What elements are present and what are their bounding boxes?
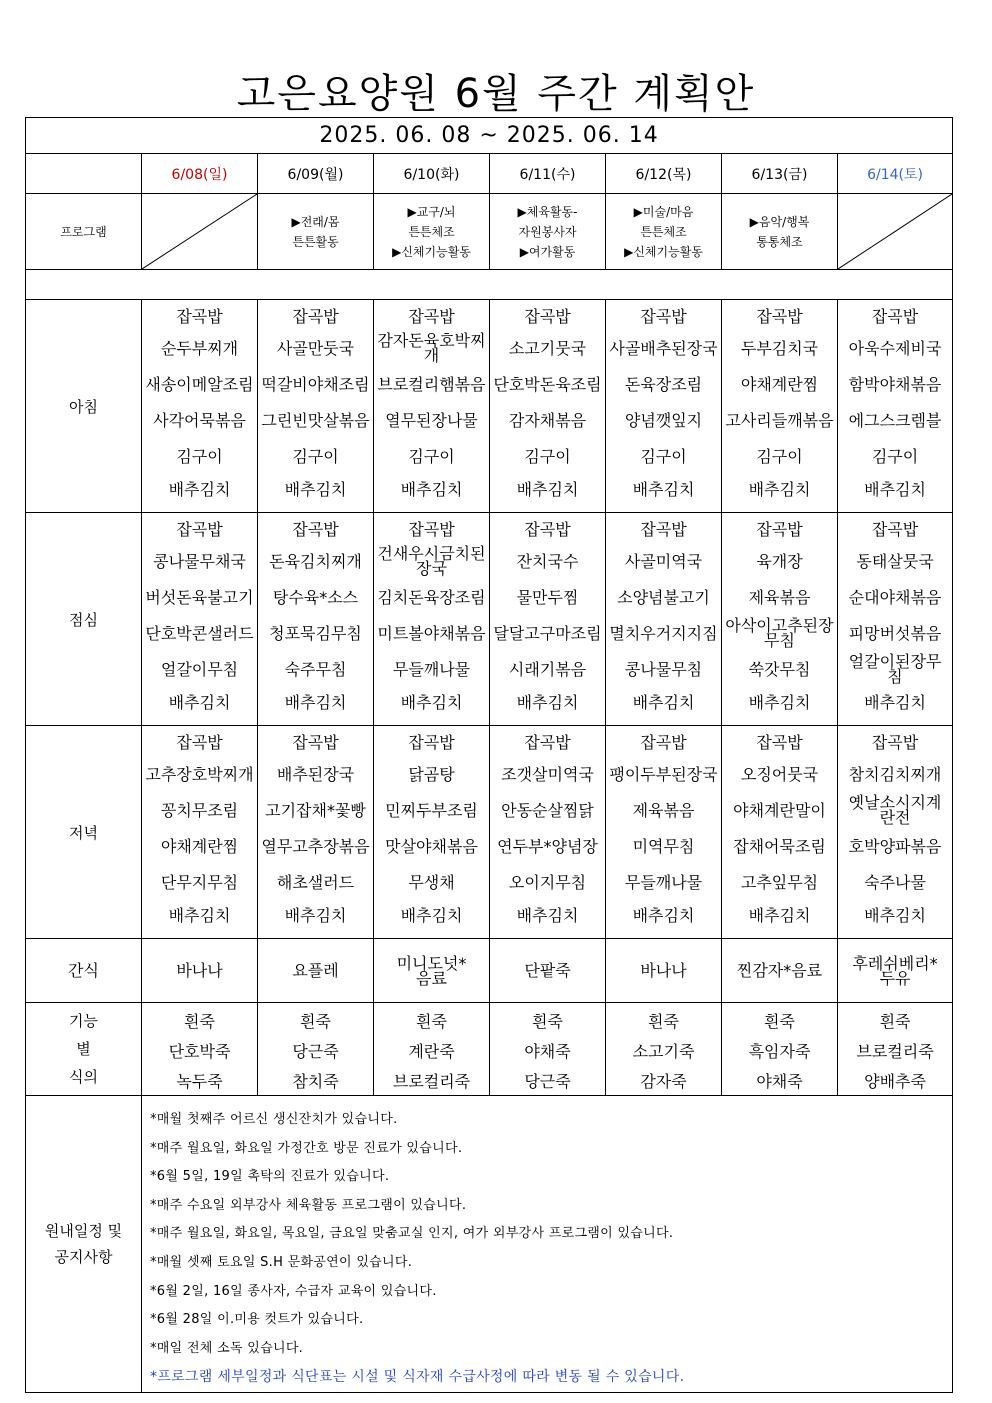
porridge-item: 흰죽 [879, 1011, 911, 1031]
porridge-item: 브로컬리죽 [392, 1071, 471, 1091]
diagonal-line [142, 194, 257, 269]
dish-item: 순대야채볶음 [848, 587, 942, 607]
porridge-item: 단호박죽 [168, 1041, 231, 1061]
dish-item: 배추김치 [632, 905, 695, 925]
functional-label-line: 식의 [69, 1068, 98, 1086]
notice-label-line: 공지사항 [54, 1247, 113, 1266]
dish-item: 배추김치 [168, 905, 231, 925]
dish-item: 배추김치 [516, 692, 579, 712]
notice-item: *매월 셋째 토요일 S.H 문화공연이 있습니다. [150, 1254, 413, 1270]
dish-item: 잡곡밥 [756, 306, 803, 326]
dish-item: 얼갈이된장무침 [848, 652, 942, 686]
functional-label-line: 기능 [69, 1012, 98, 1030]
dish-item: 에그스크렘블 [848, 410, 942, 430]
day-header: 6/11(수) [490, 154, 606, 194]
program-line: ▶미술/마음 [633, 204, 694, 219]
dinner-menu-cell [838, 726, 953, 939]
program-line: ▶음악/행복 [749, 214, 810, 229]
dish-item: 오징어뭇국 [740, 764, 819, 784]
functional-label-line: 별 [76, 1040, 91, 1058]
dish-item: 야채계란찜 [740, 374, 819, 394]
row-label-snack: 간식 [26, 939, 142, 1003]
diagonal-line [838, 194, 952, 269]
day-header: 6/12(목) [606, 154, 722, 194]
dish-item: 오이지무침 [508, 872, 587, 892]
dish-item: 잡곡밥 [756, 519, 803, 539]
dish-item: 잡곡밥 [871, 306, 919, 326]
row-label-functional [26, 1003, 142, 1096]
porridge-item: 참치죽 [292, 1071, 339, 1091]
snack-cell: 단팥죽 [490, 939, 606, 1003]
dish-item: 잡곡밥 [640, 306, 687, 326]
dish-item: 팽이두부된장국 [609, 764, 718, 784]
dish-item: 제육볶음 [632, 800, 695, 820]
dish-item: 육개장 [756, 551, 803, 571]
dish-item: 배추김치 [516, 905, 579, 925]
dish-item: 호박양파볶음 [848, 836, 942, 856]
dish-item: 소고기뭇국 [508, 338, 587, 358]
dish-item: 고추잎무침 [740, 872, 819, 892]
row-label-dinner: 저녁 [26, 726, 142, 939]
dish-item: 순두부찌개 [160, 338, 239, 358]
dish-item: 잡곡밥 [408, 519, 455, 539]
dish-item: 잡곡밥 [524, 519, 571, 539]
day-header: 6/13(금) [722, 154, 838, 194]
dish-item: 함박야채볶음 [848, 374, 942, 394]
program-cell [606, 194, 722, 270]
dish-item: 멸치우거지지짐 [609, 623, 718, 643]
notice-item: *매주 월요일, 화요일, 목요일, 금요일 맞춤교실 인지, 여가 외부강사 프로그램이 있습니다. [150, 1226, 674, 1242]
dish-item: 숙주무침 [284, 659, 347, 679]
dish-item: 배추김치 [168, 692, 231, 712]
porridge-item: 야채죽 [524, 1041, 571, 1061]
functional-diet-row [26, 1003, 953, 1096]
dish-item: 닭곰탕 [408, 764, 455, 784]
dish-item: 열무된장나물 [385, 410, 478, 430]
dish-item: 잡곡밥 [292, 732, 339, 752]
dish-item: 김구이 [640, 446, 687, 466]
notice-item: *6월 2일, 16일 종사자, 수급자 교육이 있습니다. [150, 1283, 437, 1299]
dish-item: 김구이 [176, 446, 223, 466]
dish-item: 미트볼야채볶음 [377, 623, 486, 643]
breakfast-row [26, 300, 953, 513]
dish-item: 배추김치 [864, 692, 926, 712]
dish-item: 단무지무침 [160, 872, 239, 892]
dish-item: 잡채어묵조림 [733, 836, 826, 856]
dish-item: 돈육김치찌개 [269, 551, 362, 571]
porridge-item: 감자죽 [640, 1071, 687, 1091]
notice-list [142, 1096, 953, 1393]
program-cell [258, 194, 374, 270]
program-empty-cell [838, 194, 953, 270]
dish-item: 잡곡밥 [524, 306, 571, 326]
functional-diet-cell [490, 1003, 606, 1096]
porridge-item: 흰죽 [184, 1011, 215, 1031]
dish-item: 연두부*양념장 [497, 836, 598, 856]
lunch-menu-cell [374, 513, 490, 726]
day-header: 6/10(화) [374, 154, 490, 194]
dish-item: 배추김치 [748, 692, 811, 712]
porridge-item: 흰죽 [764, 1011, 795, 1031]
notice-item: *매월 첫째주 어르신 생신잔치가 있습니다. [150, 1112, 398, 1127]
breakfast-menu-cell [838, 300, 953, 513]
dinner-row [26, 726, 953, 939]
row-label-program: 프로그램 [26, 194, 142, 270]
notice-item: *6월 5일, 19일 촉탁의 진료가 있습니다. [150, 1169, 390, 1185]
dish-item: 김치돈육장조림 [377, 587, 486, 607]
dish-item: 잔치국수 [516, 551, 579, 571]
lunch-menu-cell [606, 513, 722, 726]
lunch-menu-cell [258, 513, 374, 726]
snack-cell: 후레쉬베리*두유 [838, 939, 953, 1003]
dish-item: 잡곡밥 [176, 732, 223, 752]
porridge-item: 소고기죽 [632, 1041, 695, 1061]
program-empty-cell [142, 194, 258, 270]
dish-item: 꽁치무조림 [160, 800, 239, 820]
dish-item: 배추김치 [632, 479, 695, 499]
dish-item: 잡곡밥 [176, 306, 223, 326]
dish-item: 잡곡밥 [524, 732, 571, 752]
dish-item: 김구이 [408, 446, 455, 466]
lunch-row [26, 513, 953, 726]
dinner-menu-cell [258, 726, 374, 939]
porridge-item: 양배추죽 [864, 1071, 926, 1091]
porridge-item: 흰죽 [648, 1011, 679, 1031]
dish-item: 단호박돈육조림 [493, 374, 602, 394]
dish-item: 열무고추장볶음 [261, 836, 370, 856]
program-cell [374, 194, 490, 270]
dish-item: 김구이 [756, 446, 803, 466]
program-line: ▶신체기능활동 [624, 244, 703, 259]
date-range: 2025. 06. 08 ~ 2025. 06. 14 [26, 118, 953, 154]
dish-item: 고사리들깨볶음 [725, 410, 834, 430]
breakfast-menu-cell [258, 300, 374, 513]
dish-item: 배추김치 [400, 692, 463, 712]
dish-item: 무생채 [408, 872, 455, 892]
dinner-menu-cell [490, 726, 606, 939]
functional-diet-cell [142, 1003, 258, 1096]
porridge-item: 흰죽 [416, 1011, 447, 1031]
dish-item: 배추김치 [400, 905, 463, 925]
dish-item: 잡곡밥 [292, 306, 339, 326]
functional-diet-cell [374, 1003, 490, 1096]
dish-item: 잡곡밥 [640, 732, 687, 752]
corner-cell [26, 154, 142, 194]
dish-item: 배추김치 [400, 479, 463, 499]
dish-item: 배추김치 [284, 905, 347, 925]
dish-item: 탕수육*소스 [272, 587, 359, 607]
notice-row [26, 1096, 953, 1393]
porridge-item: 흑임자죽 [748, 1041, 811, 1061]
program-line: ▶여가활동 [519, 244, 576, 259]
lunch-menu-cell [722, 513, 838, 726]
dish-item: 양념깻잎지 [624, 410, 703, 430]
dish-item: 두부김치국 [740, 338, 819, 358]
dish-item: 무들깨나물 [624, 872, 703, 892]
breakfast-menu-cell [374, 300, 490, 513]
snack-cell: 바나나 [606, 939, 722, 1003]
dish-item: 안동순살찜닭 [501, 800, 594, 820]
dish-item: 사골배추된장국 [609, 338, 718, 358]
program-cell [722, 194, 838, 270]
dish-item: 사골만둣국 [276, 338, 355, 358]
page-title: 고은요양원 6월 주간 계획안 [236, 71, 756, 117]
day-header: 6/08(일) [142, 154, 258, 194]
dish-item: 잡곡밥 [408, 306, 455, 326]
functional-diet-cell [722, 1003, 838, 1096]
program-line: ▶교구/뇌 [407, 204, 456, 219]
program-line: 자원봉사자 [518, 224, 577, 239]
porridge-item: 야채죽 [756, 1071, 803, 1091]
dish-item: 감자돈육호박찌개 [377, 331, 486, 365]
notice-item: *매주 수요일 외부강사 체육활동 프로그램이 있습니다. [150, 1197, 467, 1213]
dish-item: 배추김치 [864, 479, 926, 499]
day-header: 6/09(월) [258, 154, 374, 194]
dish-item: 피망버섯볶음 [848, 623, 942, 643]
functional-diet-cell [258, 1003, 374, 1096]
lunch-menu-cell [142, 513, 258, 726]
dish-item: 사각어묵볶음 [153, 410, 246, 430]
dish-item: 동태살뭇국 [856, 551, 934, 571]
breakfast-menu-cell [606, 300, 722, 513]
dish-item: 쑥갓무침 [748, 659, 811, 679]
lunch-menu-cell [838, 513, 953, 726]
porridge-item: 당근죽 [524, 1071, 571, 1091]
porridge-item: 흰죽 [532, 1011, 563, 1031]
dish-item: 콩나물무채국 [153, 551, 246, 571]
dish-item: 감자채볶음 [508, 410, 587, 430]
snack-cell: 미니도넛*음료 [374, 939, 490, 1003]
dish-item: 김구이 [871, 446, 919, 466]
dish-item: 배추김치 [168, 479, 231, 499]
dish-item: 소양념불고기 [617, 587, 710, 607]
row-label-lunch: 점심 [26, 513, 142, 726]
porridge-item: 계란죽 [408, 1041, 455, 1061]
snack-row [26, 939, 953, 1003]
snack-cell: 찐감자*음료 [722, 939, 838, 1003]
dish-item: 김구이 [292, 446, 339, 466]
dish-item: 옛날소시지계란전 [848, 793, 942, 827]
dish-item: 돈육장조림 [624, 374, 703, 394]
dish-item: 잡곡밥 [871, 732, 919, 752]
notice-label-line: 원내일정 및 [44, 1221, 123, 1240]
dish-item: 배추김치 [632, 692, 695, 712]
porridge-item: 브로컬리죽 [856, 1041, 934, 1061]
notice-item: *6월 28일 이.미용 컷트가 있습니다. [150, 1312, 364, 1328]
spacer-row [26, 270, 953, 300]
dish-item: 떡갈비야채조림 [261, 374, 370, 394]
dish-item: 잡곡밥 [408, 732, 455, 752]
breakfast-menu-cell [722, 300, 838, 513]
snack-cell: 요플레 [258, 939, 374, 1003]
row-label-breakfast: 아침 [26, 300, 142, 513]
weekly-plan-table [25, 117, 953, 1393]
dish-item: 아삭이고추된장무침 [725, 616, 834, 650]
dish-item: 김구이 [524, 446, 571, 466]
program-row [26, 194, 953, 270]
dish-item: 브로컬리햄볶음 [377, 374, 486, 394]
dish-item: 배추김치 [284, 479, 347, 499]
dish-item: 단호박콘샐러드 [145, 623, 254, 643]
dish-item: 아욱수제비국 [848, 338, 942, 358]
dish-item: 숙주나물 [864, 872, 926, 892]
notice-disclaimer: *프로그램 세부일정과 식단표는 시설 및 식자재 수급사정에 따라 변동 될 수 있습니다. [150, 1369, 685, 1386]
functional-diet-cell [838, 1003, 953, 1096]
program-line: ▶신체기능활동 [392, 244, 471, 259]
notice-item: *매주 월요일, 화요일 가정간호 방문 진료가 있습니다. [150, 1140, 463, 1156]
dish-item: 맛살야채볶음 [385, 836, 478, 856]
dish-item: 배추김치 [864, 905, 926, 925]
row-label-notice [26, 1096, 142, 1393]
porridge-item: 흰죽 [300, 1011, 331, 1031]
dish-item: 그린빈맛살볶음 [261, 410, 370, 430]
dish-item: 무들깨나물 [392, 659, 471, 679]
program-cell [490, 194, 606, 270]
dish-item: 잡곡밥 [640, 519, 687, 539]
dish-item: 야채계란찜 [160, 836, 239, 856]
dish-item: 조갯살미역국 [501, 764, 594, 784]
porridge-item: 당근죽 [292, 1041, 339, 1061]
dish-item: 야채계란말이 [733, 800, 826, 820]
program-line: 통통체조 [756, 234, 803, 249]
day-header: 6/14(토) [838, 154, 953, 194]
dish-item: 해초샐러드 [276, 872, 355, 892]
dish-item: 달달고구마조림 [493, 623, 602, 643]
dinner-menu-cell [606, 726, 722, 939]
dinner-menu-cell [142, 726, 258, 939]
dish-item: 새송이메알조림 [145, 374, 254, 394]
dish-item: 시래기볶음 [508, 659, 587, 679]
dish-item: 고추장호박찌개 [145, 764, 254, 784]
dish-item: 사골미역국 [624, 551, 703, 571]
dish-item: 잡곡밥 [871, 519, 919, 539]
porridge-item: 녹두죽 [176, 1071, 223, 1091]
functional-diet-cell [606, 1003, 722, 1096]
notice-item: *매일 전체 소독 있습니다. [150, 1340, 304, 1356]
dish-item: 배추된장국 [276, 764, 355, 784]
program-line: 튼튼체조 [640, 224, 687, 239]
breakfast-menu-cell [490, 300, 606, 513]
dish-item: 얼갈이무침 [160, 659, 239, 679]
dish-item: 배추김치 [748, 479, 811, 499]
program-line: 튼튼활동 [292, 234, 339, 249]
snack-cell: 바나나 [142, 939, 258, 1003]
day-header-row [26, 154, 953, 194]
dish-item: 민찌두부조림 [385, 800, 478, 820]
dish-item: 콩나물무침 [624, 659, 703, 679]
dish-item: 제육볶음 [748, 587, 811, 607]
program-line: ▶전래/몸 [291, 214, 340, 229]
dish-item: 잡곡밥 [176, 519, 223, 539]
dish-item: 고기잡채*꽃빵 [265, 800, 366, 820]
dish-item: 버섯돈육불고기 [145, 587, 254, 607]
program-line: 튼튼체조 [408, 224, 455, 239]
dish-item: 잡곡밥 [756, 732, 803, 752]
dinner-menu-cell [374, 726, 490, 939]
dish-item: 배추김치 [516, 479, 579, 499]
dish-item: 잡곡밥 [292, 519, 339, 539]
dinner-menu-cell [722, 726, 838, 939]
dish-item: 배추김치 [284, 692, 347, 712]
dish-item: 참치김치찌개 [848, 764, 942, 784]
dish-item: 건새우시금치된장국 [377, 544, 486, 578]
lunch-menu-cell [490, 513, 606, 726]
dish-item: 배추김치 [748, 905, 811, 925]
dish-item: 청포묵김무침 [269, 623, 362, 643]
dish-item: 물만두찜 [516, 587, 579, 607]
program-line: ▶체육활동- [517, 204, 578, 219]
dish-item: 미역무침 [632, 836, 695, 856]
breakfast-menu-cell [142, 300, 258, 513]
